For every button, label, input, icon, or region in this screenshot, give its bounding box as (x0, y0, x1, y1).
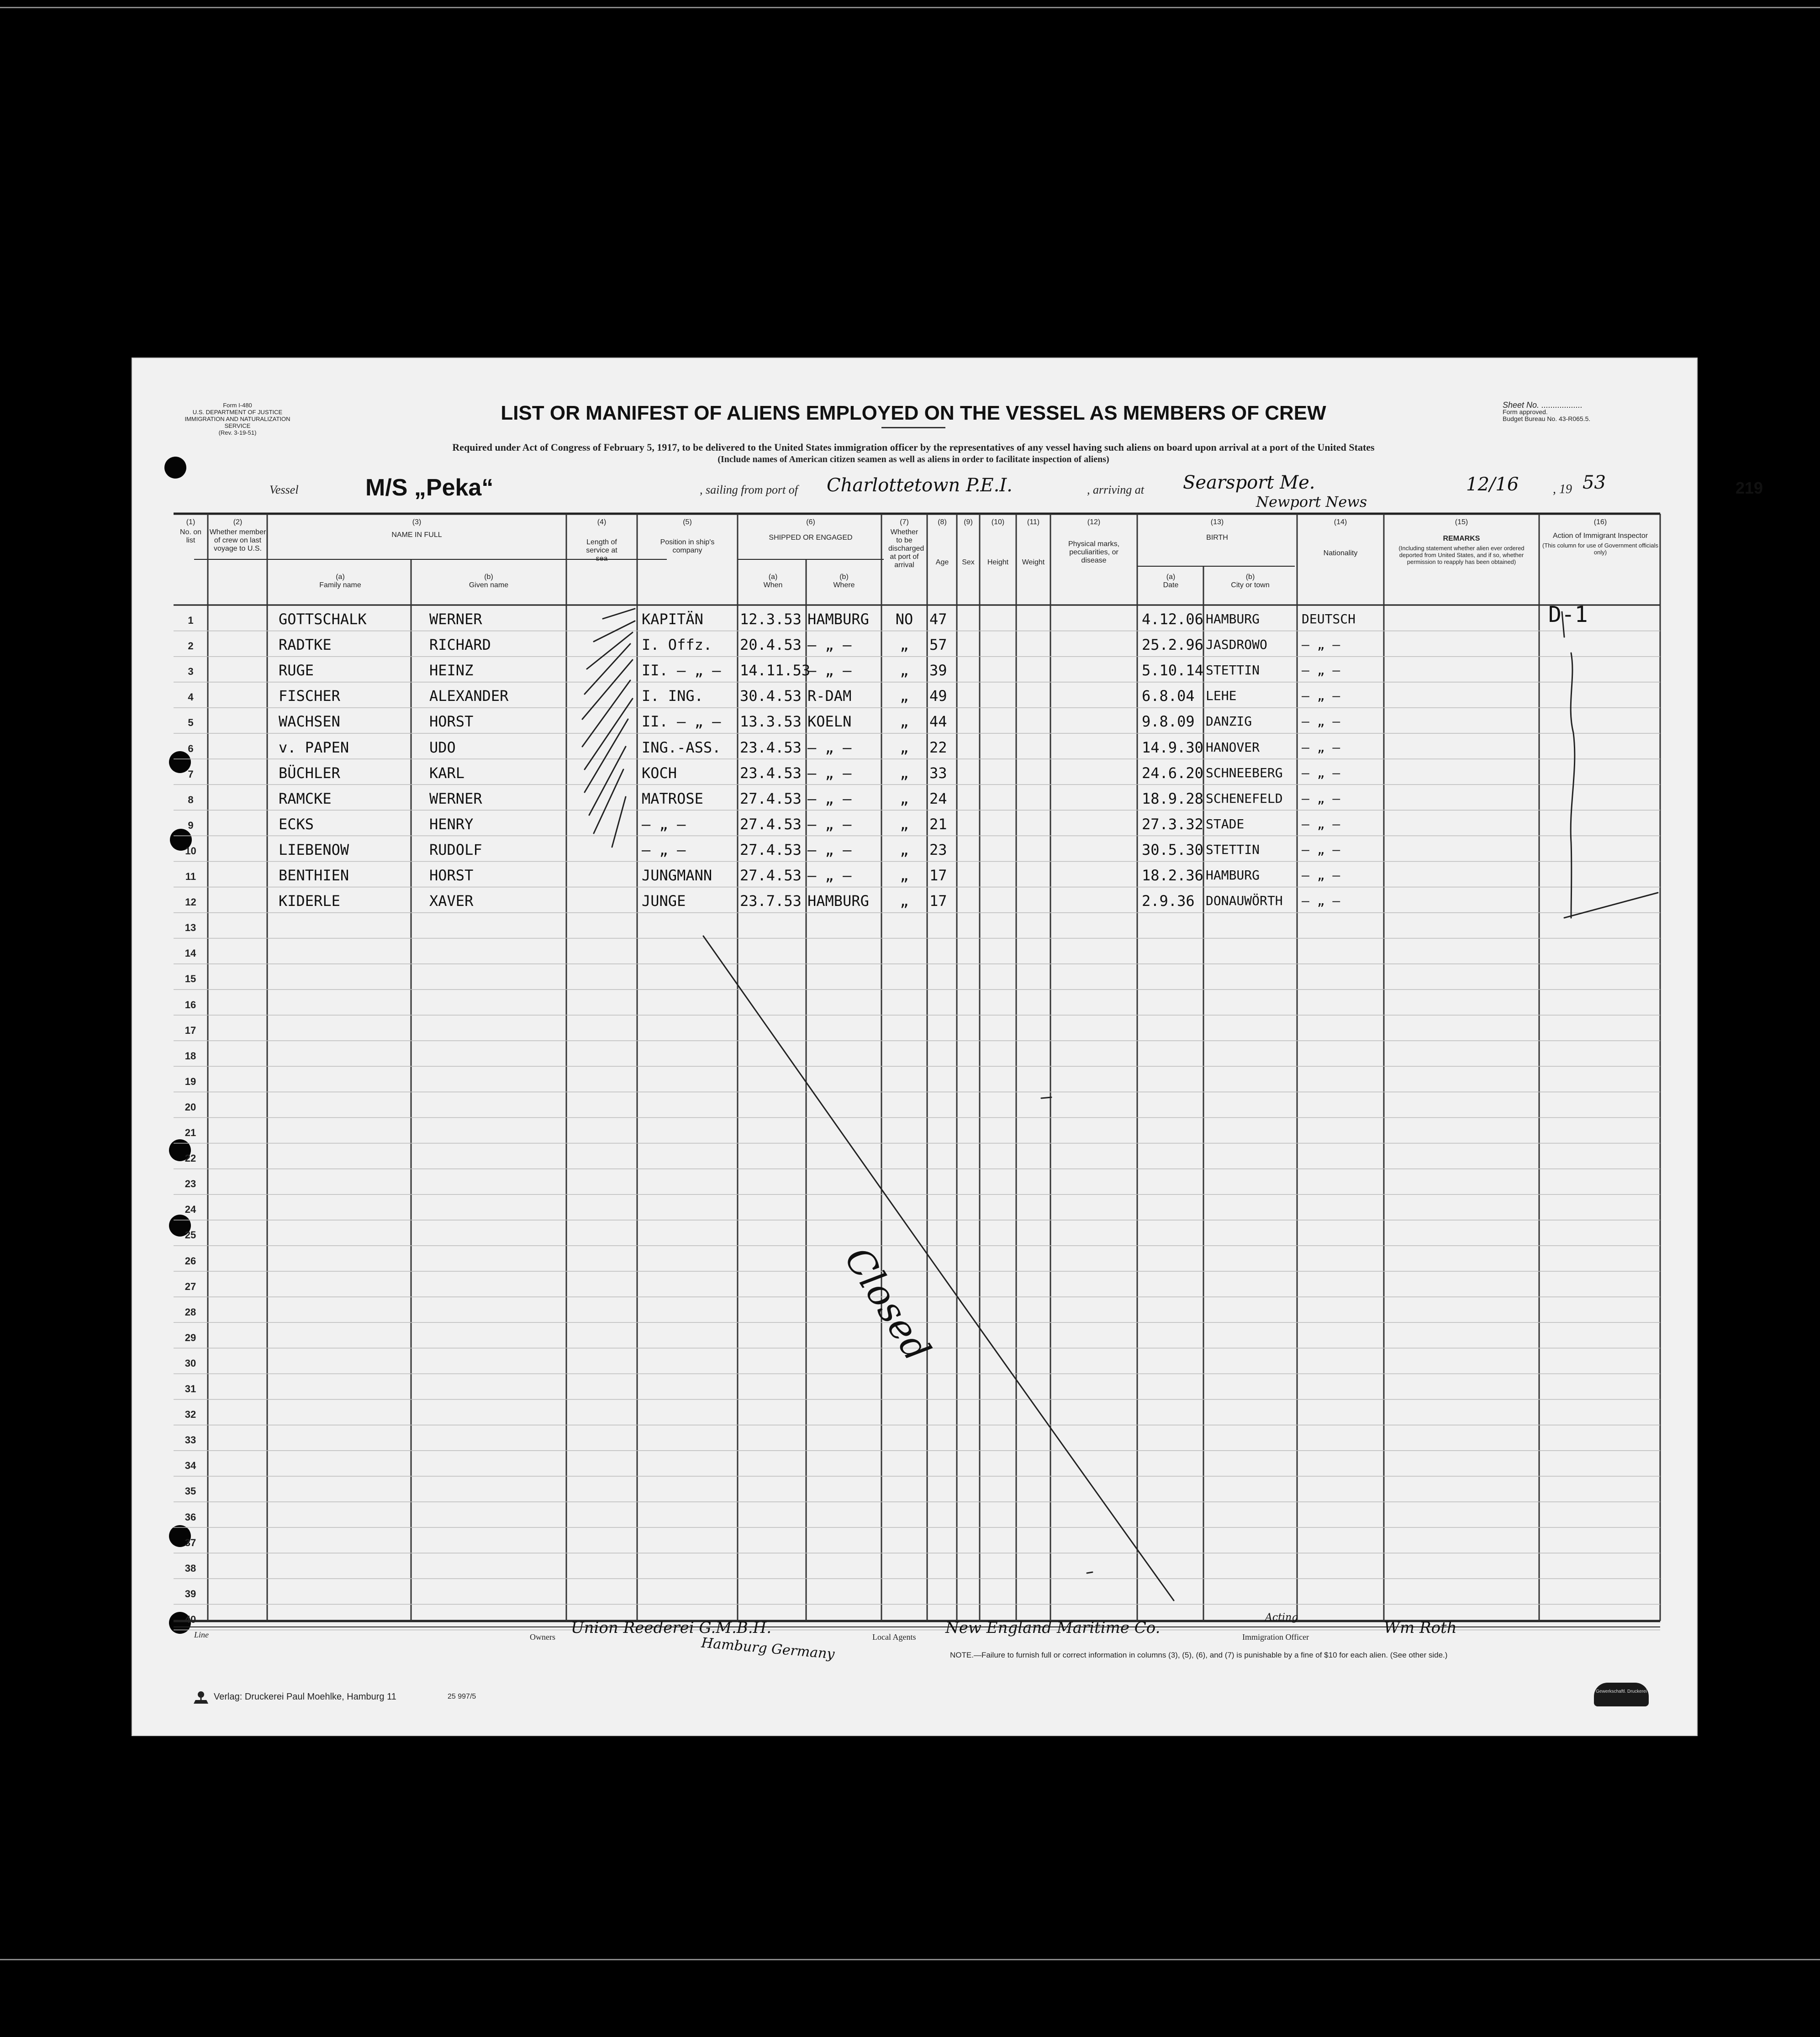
crew-birth-city: HANOVER (1206, 739, 1260, 755)
col6b-header: (b) Where (833, 573, 855, 589)
sailing-label: , sailing from port of (700, 483, 798, 496)
crew-position: JUNGMANN (642, 867, 712, 884)
crew-birth-date: 18.2.36 (1142, 867, 1203, 884)
crew-age: 22 (929, 738, 947, 756)
crew-where: – „ – (807, 841, 852, 858)
manifest-sheet (132, 358, 1763, 1735)
form-dept: U.S. DEPARTMENT OF JUSTICE (192, 409, 283, 416)
crew-family: RAMCKE (279, 790, 332, 807)
crew-family: FISCHER (279, 687, 340, 705)
row-number: 26 (185, 1255, 196, 1267)
row-number: 10 (185, 845, 196, 857)
row-number: 9 (188, 819, 194, 831)
crew-where: – „ – (807, 764, 852, 782)
row-number: 37 (185, 1537, 196, 1548)
crew-discharged: „ (900, 867, 909, 884)
crew-when: 23.7.53 (740, 892, 802, 910)
col9-header: (9) Sex (962, 518, 975, 566)
crew-where: – „ – (807, 815, 852, 833)
row-number: 11 (185, 871, 196, 882)
row-number: 21 (185, 1127, 196, 1138)
crew-discharged: „ (900, 738, 909, 756)
crew-discharged: „ (900, 815, 909, 833)
crew-nationality: – „ – (1302, 893, 1340, 909)
crew-birth-date: 6.8.04 (1142, 687, 1195, 705)
row-number: 31 (185, 1383, 196, 1395)
row-number: 16 (185, 999, 196, 1011)
row-number: 25 (185, 1229, 196, 1241)
crew-discharged: NO (895, 611, 913, 628)
crew-given: WERNER (429, 790, 482, 807)
pen-marks (132, 358, 1697, 1735)
agents-signature: New England Maritime Co. (945, 1619, 1161, 1637)
crew-when: 23.4.53 (740, 738, 802, 756)
union-label-text: Gewerkschaftl. Druckerei (1596, 1689, 1647, 1694)
row-number: 40 (185, 1613, 196, 1625)
crew-birth-city: STETTIN (1206, 663, 1260, 678)
sheet-block: Sheet No. .................. Form approved. Budget Bureau No. 43-R065.5. (1503, 402, 1658, 422)
crew-given: XAVER (429, 892, 474, 910)
footer-line-label: Line (194, 1630, 209, 1639)
col2-header: (2) Whether member of crew on last voyage to U.S. (209, 518, 266, 553)
print-code: 25 997/5 (448, 1693, 476, 1700)
crew-where: R-DAM (807, 687, 852, 705)
crew-birth-date: 14.9.30 (1142, 738, 1203, 756)
crew-birth-date: 30.5.30 (1142, 841, 1203, 858)
officer-signature: Wm Roth (1384, 1619, 1457, 1637)
crew-birth-city: DANZIG (1206, 714, 1252, 729)
crew-family: ECKS (279, 815, 314, 833)
crew-age: 49 (929, 687, 947, 705)
crew-age: 47 (929, 611, 947, 628)
crew-age: 24 (929, 790, 947, 807)
crew-position: II. – „ – (642, 662, 721, 679)
crew-birth-date: 5.10.14 (1142, 662, 1203, 679)
crew-age: 23 (929, 841, 947, 858)
row-number: 27 (185, 1280, 196, 1292)
owners-city: Hamburg Germany (701, 1635, 835, 1663)
row-number: 22 (185, 1153, 196, 1164)
form-approved: Form approved. (1503, 408, 1548, 416)
crew-where: HAMBURG (807, 611, 869, 628)
crew-birth-city: STADE (1206, 816, 1245, 832)
col3b-header: (b) Given name (469, 573, 509, 589)
printer-logo (192, 1688, 210, 1706)
scan-line-top (0, 7, 1820, 8)
row-number: 18 (185, 1050, 196, 1062)
col8-header: (8) Age (935, 518, 949, 566)
crew-position: II. – „ – (642, 713, 721, 731)
crew-nationality: – „ – (1302, 765, 1340, 780)
crew-family: RADTKE (279, 636, 332, 654)
row-number: 29 (185, 1332, 196, 1343)
row-number: 2 (188, 640, 194, 652)
crew-position: – „ – (642, 841, 686, 858)
owners-label: Owners (530, 1632, 555, 1642)
row-number: 4 (188, 691, 194, 703)
crew-position: – „ – (642, 815, 686, 833)
crew-given: HENRY (429, 815, 474, 833)
crew-nationality: – „ – (1302, 714, 1340, 729)
crew-family: BÜCHLER (279, 764, 340, 782)
crew-given: HORST (429, 713, 474, 731)
owners-signature: Union Reederei G.M.B.H. (571, 1619, 772, 1637)
row-number: 8 (188, 794, 194, 805)
col15-header: (15) REMARKS (Including statement whether alien ever ordered deported from United States, and if so, whether permission to reapply has been obtained) (1398, 518, 1525, 565)
crew-birth-date: 27.3.32 (1142, 815, 1203, 833)
year-prefix: , 19 (1553, 482, 1572, 496)
crew-birth-city: JASDROWO (1206, 637, 1267, 653)
crew-where: – „ – (807, 662, 852, 679)
crew-where: – „ – (807, 738, 852, 756)
sheet-label: Sheet No. (1503, 400, 1540, 410)
col14-header: (14) Nationality (1323, 518, 1358, 557)
crew-discharged: „ (900, 790, 909, 807)
crew-position: KAPITÄN (642, 611, 703, 628)
crew-birth-date: 24.6.20 (1142, 764, 1203, 782)
crew-nationality: – „ – (1302, 688, 1340, 704)
arrival-date: 12/16 (1466, 474, 1519, 495)
crew-where: – „ – (807, 867, 852, 884)
crew-when: 27.4.53 (740, 867, 802, 884)
crew-position: MATROSE (642, 790, 703, 807)
crew-family: RUGE (279, 662, 314, 679)
crew-action: D-1 (1548, 602, 1588, 627)
vessel-label: Vessel (269, 483, 299, 496)
row-number: 28 (185, 1306, 196, 1318)
row-number: 36 (185, 1511, 196, 1523)
col11-header: (11) Weight (1022, 518, 1045, 566)
crew-given: UDO (429, 738, 456, 756)
include-text: (Include names of American citizen seamen as well as aliens in order to facilitate inspection of aliens) (717, 454, 1109, 464)
crew-birth-city: HAMBURG (1206, 611, 1260, 626)
crew-where: KOELN (807, 713, 852, 731)
penalty-note: NOTE.—Failure to furnish full or correct information in columns (3), (5), (6), and (7) is punishable by a fine of $10 for each alien. (See other side.) (950, 1651, 1448, 1659)
col13b-header: (b) City or town (1231, 573, 1270, 589)
crew-position: I. ING. (642, 687, 703, 705)
crew-age: 44 (929, 713, 947, 731)
col6-header: (6) SHIPPED OR ENGAGED (769, 518, 853, 542)
crew-nationality: – „ – (1302, 663, 1340, 678)
crew-age: 17 (929, 892, 947, 910)
crew-given: RUDOLF (429, 841, 482, 858)
arriving-label: , arriving at (1087, 483, 1144, 496)
crew-age: 33 (929, 764, 947, 782)
crew-birth-city: LEHE (1206, 688, 1237, 704)
crew-discharged: „ (900, 841, 909, 858)
crew-where: – „ – (807, 636, 852, 654)
crew-family: GOTTSCHALK (279, 611, 367, 628)
row-number: 15 (185, 973, 196, 985)
crew-position: ING.-ASS. (642, 738, 721, 756)
crew-birth-city: STETTIN (1206, 842, 1260, 857)
crew-when: 30.4.53 (740, 687, 802, 705)
arriving-note: Newport News (1256, 493, 1367, 511)
crew-when: 14.11.53 (740, 662, 811, 679)
row-number: 3 (188, 666, 194, 678)
form-service: IMMIGRATION AND NATURALIZATION SERVICE (185, 416, 290, 429)
row-number: 19 (185, 1075, 196, 1087)
form-number: Form I-480 (223, 402, 252, 409)
crew-when: 20.4.53 (740, 636, 802, 654)
officer-label: Immigration Officer (1242, 1632, 1309, 1642)
crew-nationality: – „ – (1302, 868, 1340, 883)
crew-given: WERNER (429, 611, 482, 628)
scan-line-bottom (0, 1959, 1820, 1960)
row-number: 39 (185, 1588, 196, 1600)
crew-birth-date: 4.12.06 (1142, 611, 1203, 628)
crew-where: HAMBURG (807, 892, 869, 910)
crew-nationality: – „ – (1302, 790, 1340, 806)
budget-bureau: Budget Bureau No. 43-R065.5. (1503, 415, 1591, 422)
page-number: 219 (1736, 479, 1763, 497)
closed-annotation: Closed (836, 1240, 939, 1369)
crew-when: 27.4.53 (740, 815, 802, 833)
row-number: 6 (188, 742, 194, 754)
required-text: Required under Act of Congress of February 5, 1917, to be delivered to the United States immigration officer by the representatives of any vessel having such aliens on board upon arrival at a port of the United States (452, 442, 1375, 453)
row-number: 38 (185, 1562, 196, 1574)
agents-label: Local Agents (872, 1632, 916, 1642)
crew-birth-date: 18.9.28 (1142, 790, 1203, 807)
crew-when: 12.3.53 (740, 611, 802, 628)
crew-nationality: – „ – (1302, 816, 1340, 832)
crew-given: ALEXANDER (429, 687, 509, 705)
row-number: 35 (185, 1485, 196, 1497)
crew-given: KARL (429, 764, 465, 782)
crew-position: I. Offz. (642, 636, 712, 654)
form-title: LIST OR MANIFEST OF ALIENS EMPLOYED ON THE VESSEL AS MEMBERS OF CREW (501, 402, 1326, 424)
crew-when: 23.4.53 (740, 764, 802, 782)
crew-nationality: DEUTSCH (1302, 611, 1356, 626)
form-revision: (Rev. 3-19-51) (218, 429, 257, 436)
col4-header: (4) Length of service at sea (586, 518, 617, 563)
col10-header: (10) Height (987, 518, 1009, 566)
sailing-from: Charlottetown P.E.I. (827, 475, 1013, 496)
arrival-year: 53 (1583, 472, 1606, 493)
publisher-text: Verlag: Druckerei Paul Moehlke, Hamburg 11 (214, 1692, 396, 1702)
row-number: 24 (185, 1204, 196, 1216)
vessel-name: M/S „Peka“ (365, 474, 494, 501)
row-number: 23 (185, 1178, 196, 1190)
crew-age: 57 (929, 636, 947, 654)
crew-age: 17 (929, 867, 947, 884)
crew-birth-city: HAMBURG (1206, 868, 1260, 883)
row-number: 20 (185, 1101, 196, 1113)
crew-birth-city: SCHENEFELD (1206, 790, 1283, 806)
crew-discharged: „ (900, 764, 909, 782)
col7-header: (7) Whether to be discharged at port of arrival (888, 518, 924, 569)
crew-position: KOCH (642, 764, 677, 782)
col5-header: (5) Position in ship's company (660, 518, 715, 554)
col12-header: (12) Physical marks, peculiarities, or disease (1068, 518, 1120, 564)
crew-birth-date: 2.9.36 (1142, 892, 1195, 910)
col13a-header: (a) Date (1163, 573, 1179, 589)
union-label (1594, 1683, 1649, 1706)
crew-nationality: – „ – (1302, 739, 1340, 755)
crew-given: HORST (429, 867, 474, 884)
crew-when: 13.3.53 (740, 713, 802, 731)
crew-nationality: – „ – (1302, 637, 1340, 653)
col6a-header: (a) When (763, 573, 783, 589)
crew-family: v. PAPEN (279, 738, 349, 756)
crew-birth-date: 9.8.09 (1142, 713, 1195, 731)
crew-discharged: „ (900, 713, 909, 731)
crew-age: 21 (929, 815, 947, 833)
row-number: 34 (185, 1460, 196, 1472)
crew-birth-city: SCHNEEBERG (1206, 765, 1283, 780)
col3-header: (3) NAME IN FULL (391, 518, 442, 539)
row-number: 32 (185, 1409, 196, 1421)
row-number: 7 (188, 768, 194, 780)
row-number: 12 (185, 896, 196, 908)
crew-discharged: „ (900, 687, 909, 705)
crew-when: 27.4.53 (740, 841, 802, 858)
arriving-at: Searsport Me. (1183, 472, 1315, 493)
crew-birth-city: DONAUWÖRTH (1206, 893, 1283, 909)
crew-discharged: „ (900, 892, 909, 910)
crew-family: BENTHIEN (279, 867, 349, 884)
crew-position: JUNGE (642, 892, 686, 910)
crew-when: 27.4.53 (740, 790, 802, 807)
crew-nationality: – „ – (1302, 842, 1340, 857)
col1-header: (1) No. on list (179, 518, 202, 544)
row-number: 17 (185, 1024, 196, 1036)
crew-age: 39 (929, 662, 947, 679)
col16-header: (16) Action of Immigrant Inspector (This column for use of Government officials only) (1542, 518, 1659, 556)
col3a-header: (a) Family name (319, 573, 361, 589)
crew-given: RICHARD (429, 636, 491, 654)
crew-family: LIEBENOW (279, 841, 349, 858)
row-number: 1 (188, 615, 194, 626)
row-number: 30 (185, 1357, 196, 1369)
crew-family: KIDERLE (279, 892, 340, 910)
crew-discharged: „ (900, 636, 909, 654)
row-number: 5 (188, 717, 194, 729)
row-number: 14 (185, 947, 196, 959)
row-number: 33 (185, 1434, 196, 1446)
row-number: 13 (185, 922, 196, 934)
crew-discharged: „ (900, 662, 909, 679)
crew-birth-date: 25.2.96 (1142, 636, 1203, 654)
crew-where: – „ – (807, 790, 852, 807)
crew-family: WACHSEN (279, 713, 340, 731)
col13-header: (13) BIRTH (1206, 518, 1228, 542)
crew-given: HEINZ (429, 662, 474, 679)
acting-annotation: Acting (1265, 1612, 1298, 1623)
